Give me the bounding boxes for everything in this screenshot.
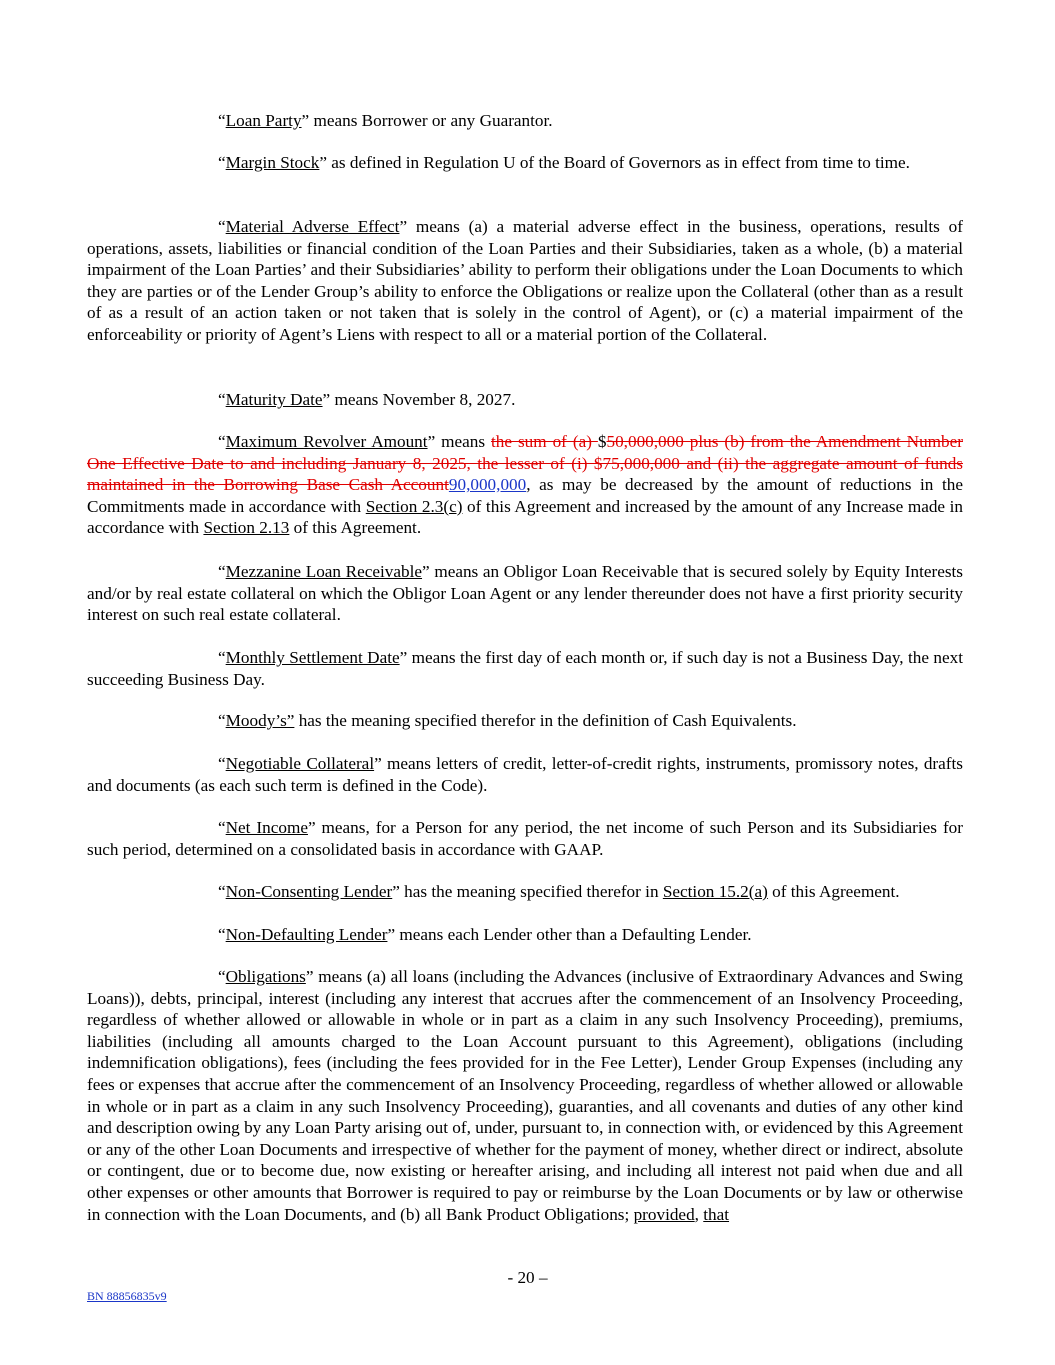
that-term: that [703,1204,730,1224]
definition-text: ” means (a) all loans (including the Advances (inclusive of Extraordinary Advances and Swing Loans)), debts, principal, interest (including any interest that accrues after the commencement of an Insolvency Proceeding, regardless of whether allowed or allowable in whole or in part as a claim in any such Insolvency Proceeding), premiums, liabilities (including all amounts charged to the Loan Account pursuant to this Agreement), obligations (including indemnification obligations), fees (including the fees provided for in the Fee Letter), Lender Group Expenses (including any fees or expenses that accrue after the commencement of an Insolvency Proceeding, regardless of whether allowed or allowable in whole or in part as a claim in any such Insolvency Proceeding), guaranties, and all covenants and duties of any other kind and description owing by any Loan Party arising out of, under, pursuant to, in connection with, or evidenced by this Agreement or any of the other Loan Documents and irrespective of whether for the payment of money, whether direct or indirect, absolute or contingent, due or to become due, now existing or hereafter arising, and including all interest not paid when due and all other expenses or other amounts that Borrower is required to pay or reimburse by the Loan Documents or by law or otherwise in connection with the Loan Documents, and (b) all Bank Product Obligations; [87,967,963,1224]
defined-term: Maturity Date [225,390,323,409]
open-quote: “ [218,967,226,986]
definition-margin-stock [87,152,963,174]
open-quote: “ [218,648,226,667]
definition-text: ” as defined in Regulation U of the Board of Governors as in effect from time to time. [319,153,910,172]
defined-term: Non-Consenting Lender [225,882,393,901]
open-quote: “ [218,432,226,451]
open-quote: “ [218,882,226,901]
definition-mezzanine-loan-receivable [87,561,963,626]
definition-loan-party [87,110,963,132]
definition-text: of this Agreement. [767,882,900,901]
definition-non-defaulting-lender [87,924,963,946]
inserted-text: 90,000,000 [448,475,527,495]
open-quote: “ [218,754,226,773]
defined-term: Mezzanine Loan Receivable [225,562,423,581]
comma: , [694,1204,704,1224]
defined-term: Material Adverse Effect [225,217,400,236]
defined-term: Loan Party [225,111,302,130]
definition-negotiable-collateral [87,753,963,796]
definition-text: ” means each Lender other than a Defaulting Lender. [387,925,752,944]
definition-text: ” means an Obligor Loan Receivable that is secured solely by Equity Interests and/or by real estate collateral on which the Obligor Loan Agent or any lender thereunder does not have a first priority security interest on such real estate collateral. [87,562,963,625]
definition-non-consenting-lender [87,881,987,903]
definition-text: ” means the first day of each month or, if such day is not a Business Day, the next succeeding Business Day. [87,648,963,689]
definition-maximum-revolver-amount [87,431,963,539]
defined-term: Obligations [225,967,306,986]
open-quote: “ [218,111,226,130]
provided-term: provided [633,1204,695,1224]
definition-moodys [87,710,963,732]
open-quote: “ [218,711,226,730]
open-quote: “ [218,925,226,944]
definition-text: ” means Borrower or any Guarantor. [301,111,553,130]
definition-text: has the meaning specified therefor in the definition of Cash Equivalents. [294,711,797,730]
defined-term: Margin Stock [225,153,320,172]
open-quote: “ [218,390,226,409]
defined-term: Monthly Settlement Date [225,648,400,667]
defined-term: Net Income [225,818,308,837]
section-reference: Section 2.3(c) [365,496,463,516]
definition-text: ” has the meaning specified therefor in [392,882,663,901]
definition-obligations [87,966,963,1225]
open-quote: “ [218,217,226,236]
section-reference: Section 2.13 [203,518,290,538]
definition-text: ” means [427,432,492,451]
defined-term: Moody’s” [225,711,295,730]
defined-term: Maximum Revolver Amount [225,432,428,451]
definition-net-income [87,817,963,860]
definition-maturity-date [87,389,963,411]
definition-text: ” means November 8, 2027. [322,390,516,409]
definition-text: ” means letters of credit, letter-of-credit rights, instruments, promissory notes, drafts and documents (as each such term is defined in the Code). [87,754,963,795]
definition-text: of this Agreement and increased by the amount of any Increase made in accordance with [87,496,963,538]
open-quote: “ [218,562,226,581]
definition-text: ” means (a) a material adverse effect in the business, operations, results of operations, assets, liabilities or financial condition of the Loan Parties and their Subsidiaries, taken as a whole, (b) a material impairment of the Loan Parties’ and their Subsidiaries’ ability to perform their obligations under the Loan Documents to which they are parties or of the Lender Group’s ability to enforce the Obligations or realize upon the Collateral (other than as a result of as a result of an action taken or not taken that is solely in the control of Agent), or (c) a material impairment of the enforceability or priority of Agent’s Liens with respect to all or a material portion of the Collateral. [87,217,963,344]
definition-text: ” means, for a Person for any period, the net income of such Person and its Subsidiaries for such period, determined on a consolidated basis in accordance with GAAP. [87,818,964,859]
open-quote: “ [218,818,226,837]
defined-term: Negotiable Collateral [225,754,375,773]
definition-monthly-settlement-date [87,647,963,690]
document-id: BN 88856835v9 [87,1289,167,1303]
open-quote: “ [218,153,226,172]
deleted-text: the sum of (a) [491,432,598,451]
defined-term: Non-Defaulting Lender [225,925,388,944]
definition-material-adverse-effect [87,216,963,346]
page-number: - 20 – [507,1268,548,1287]
definition-text: of this Agreement. [289,518,422,538]
deleted-text: 50,000,000 plus (b) from the Amendment Number One Effective Date to and including January 8, 2025, the lesser of (i) $75,000,000 and (ii) the aggregate amount of funds maintained in the Borrowing Base Cash Account [87,432,963,495]
definition-text: , as may be decreased by the amount of reductions in the Commitments made in accordance with [87,475,963,516]
dollar-sign: $ [597,432,607,451]
section-reference: Section 15.2(a) [662,882,768,901]
